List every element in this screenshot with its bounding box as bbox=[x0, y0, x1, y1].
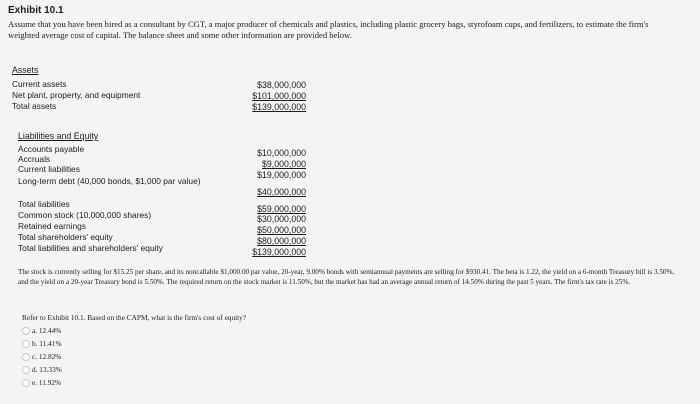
liabilities-row-label: Common stock (10,000,000 shares) bbox=[18, 210, 152, 220]
radio-button[interactable] bbox=[22, 366, 30, 374]
option-label: d. 13.33% bbox=[32, 365, 62, 374]
liabilities-row-label: Current liabilities bbox=[18, 164, 80, 174]
liabilities-row-value: $30,000,000 bbox=[257, 214, 306, 224]
option-label: b. 11.41% bbox=[32, 339, 62, 348]
assets-row-value: $139,000,000 bbox=[252, 102, 306, 112]
question-text: Refer to Exhibit 10.1. Based on the CAPM, what is the firm's cost of equity? bbox=[22, 313, 247, 322]
liabilities-row-value: $139,000,000 bbox=[252, 247, 306, 257]
liabilities-row-label: Accounts payable bbox=[18, 144, 85, 154]
answer-option-b[interactable] bbox=[22, 339, 62, 348]
radio-button[interactable] bbox=[22, 353, 30, 361]
assets-row-value: $101,000,000 bbox=[252, 91, 306, 101]
liabilities-row-label: Long-term debt (40,000 bonds, $1,000 par value) bbox=[18, 176, 201, 186]
option-label: e. 11.92% bbox=[32, 378, 62, 387]
liabilities-row-label: Total liabilities and shareholders' equity bbox=[18, 243, 163, 253]
answer-option-d[interactable] bbox=[22, 365, 62, 374]
option-label: a. 12.44% bbox=[32, 326, 62, 335]
liabilities-row-label: Total shareholders' equity bbox=[18, 232, 113, 242]
answer-option-e[interactable] bbox=[22, 378, 61, 387]
assets-row-label: Net plant, property, and equipment bbox=[12, 90, 141, 100]
liabilities-row-value: $9,000,000 bbox=[261, 159, 306, 169]
liabilities-row-value: $19,000,000 bbox=[257, 170, 306, 180]
liabilities-row-value: $50,000,000 bbox=[257, 225, 306, 235]
assets-row-value: $38,000,000 bbox=[257, 80, 306, 90]
intro-text: Assume that you have been hired as a consultant by CGT, a major producer of chemicals and plastics, including plastic grocery bags, styrofoam cups, and fertilizers, to estimate the firm's weighted average cost of capital. The balance sheet and some other information are provided below. bbox=[8, 19, 649, 40]
liabilities-row-value: $10,000,000 bbox=[257, 148, 306, 158]
answer-option-c[interactable] bbox=[22, 352, 61, 361]
assets-row-label: Current assets bbox=[12, 79, 67, 89]
liabilities-row-value: $59,000,000 bbox=[257, 204, 306, 214]
liabilities-heading: Liabilities and Equity bbox=[18, 131, 99, 141]
assets-heading: Assets bbox=[12, 65, 39, 75]
radio-button[interactable] bbox=[22, 340, 30, 348]
info-paragraph: The stock is currently selling for $15.25 per share, and its noncallable $1,000.00 par value, 20-year, 9.00% bonds with semiannual payments are selling for $930.41. The beta is 1.22, the yield on a 6-month Treasury bill is 3.50%, and the yield on a 20-year Treasury bond is 5.50%. The required return on the stock market is 11.50%, but the market has had an average annual return of 14.50% during the past 5 years. The firm's tax rate is 25%. bbox=[18, 268, 675, 286]
liabilities-row-label: Retained earnings bbox=[18, 221, 86, 231]
liabilities-row-label: Total liabilities bbox=[18, 199, 70, 209]
assets-row-label: Total assets bbox=[12, 101, 57, 111]
exhibit-title: Exhibit 10.1 bbox=[8, 5, 64, 16]
liabilities-row-label: Accruals bbox=[18, 154, 51, 164]
liabilities-row-value: $80,000,000 bbox=[257, 236, 306, 246]
radio-button[interactable] bbox=[22, 379, 30, 387]
radio-button[interactable] bbox=[22, 327, 30, 335]
answer-option-a[interactable] bbox=[22, 326, 61, 335]
liabilities-row-value: $40,000,000 bbox=[257, 187, 306, 197]
option-label: c. 12.82% bbox=[32, 352, 62, 361]
